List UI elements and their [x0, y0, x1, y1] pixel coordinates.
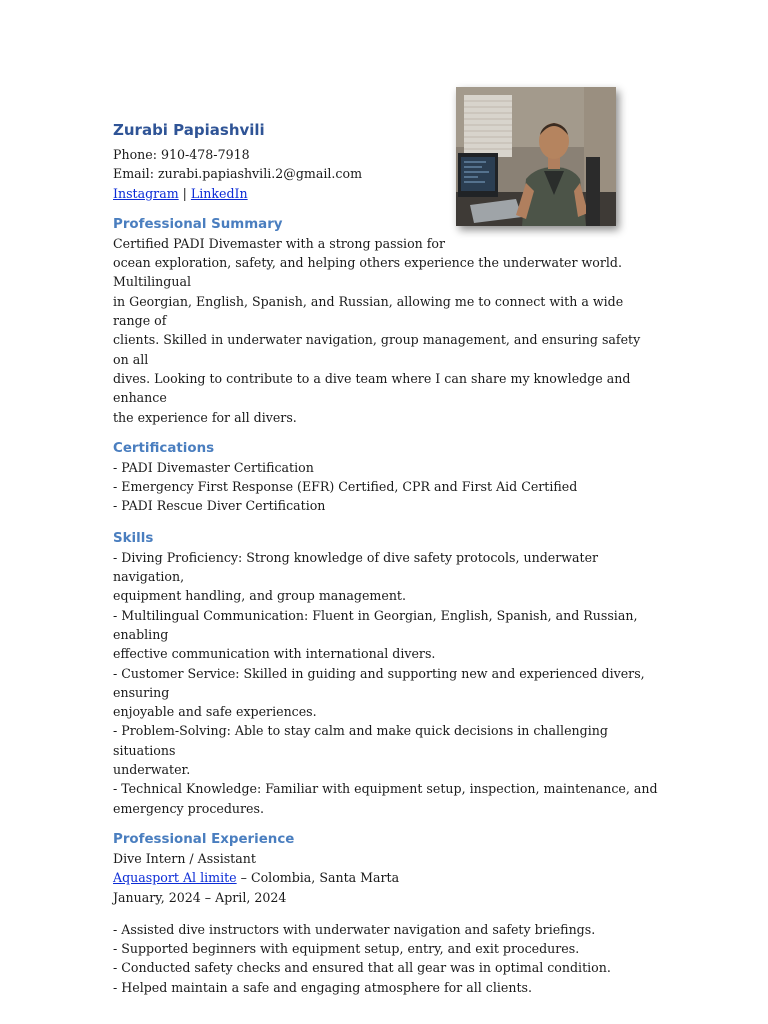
section-heading-skills: Skills — [113, 530, 154, 546]
skills-line: - Technical Knowledge: Familiar with equipment setup, inspection, maintenance, and — [113, 781, 658, 797]
skills-line: effective communication with international divers. — [113, 646, 436, 662]
summary-line: clients. Skilled in underwater navigation, group management, and ensuring safety on all — [113, 332, 641, 367]
certification-item: - PADI Divemaster Certification — [113, 459, 314, 475]
phone-line: Phone: 910-478-7918 — [113, 147, 250, 162]
job-dates: January, 2024 – April, 2024 — [113, 889, 287, 905]
section-heading-experience: Professional Experience — [113, 831, 295, 847]
section-heading-summary: Professional Summary — [113, 216, 283, 232]
summary-line: ocean exploration, safety, and helping others experience the underwater world. Multilingual — [113, 255, 622, 290]
company-location: – Colombia, Santa Marta — [236, 870, 400, 886]
skills-line: - Multilingual Communication: Fluent in Georgian, English, Spanish, and Russian, enabling — [113, 607, 638, 642]
certification-item: - Emergency First Response (EFR) Certified, CPR and First Aid Certified — [113, 479, 578, 495]
summary-line: in Georgian, English, Spanish, and Russian, allowing me to connect with a wide range of — [113, 293, 624, 329]
experience-bullet: - Conducted safety checks and ensured that all gear was in optimal condition. — [113, 960, 611, 976]
summary-line: the experience for all divers. — [113, 409, 297, 425]
candidate-name: Zurabi Papiashvili — [113, 121, 265, 139]
instagram-link[interactable]: Instagram — [113, 185, 179, 201]
experience-bullets — [113, 920, 658, 997]
skills-line: emergency procedures. — [113, 800, 264, 816]
certifications-list — [113, 458, 658, 516]
experience-bullet: - Assisted dive instructors with underwater navigation and safety briefings. — [113, 921, 596, 937]
link-separator: | — [178, 185, 191, 201]
summary-line: Certified PADI Divemaster with a strong passion for — [113, 235, 446, 251]
skills-line: - Diving Proficiency: Strong knowledge of dive safety protocols, underwater navigation, — [113, 549, 599, 585]
job-company — [113, 868, 658, 887]
skills-line: underwater. — [113, 762, 191, 778]
experience-bullet: - Supported beginners with equipment setup, entry, and exit procedures. — [113, 941, 580, 957]
resume-content — [113, 120, 658, 997]
skills-line: - Problem-Solving: Able to stay calm and make quick decisions in challenging situations — [113, 723, 608, 758]
certification-item: - PADI Rescue Diver Certification — [113, 498, 326, 514]
summary-line: dives. Looking to contribute to a dive team where I can share my knowledge and enhance — [113, 370, 631, 406]
company-link[interactable]: Aquasport Al limite — [113, 870, 237, 886]
skills-list — [113, 548, 658, 818]
skills-line: equipment handling, and group management. — [113, 588, 406, 604]
section-heading-certifications: Certifications — [113, 440, 215, 456]
email-line: Email: zurabi.papiashvili.2@gmail.com — [113, 166, 363, 182]
experience-bullet: - Helped maintain a safe and engaging atmosphere for all clients. — [113, 979, 532, 995]
social-links — [113, 184, 658, 203]
skills-line: enjoyable and safe experiences. — [113, 704, 317, 720]
job-role: Dive Intern / Assistant — [113, 850, 256, 866]
summary-paragraph — [113, 234, 658, 427]
skills-line: - Customer Service: Skilled in guiding and supporting new and experienced divers, ensuring — [113, 665, 645, 700]
linkedin-link[interactable]: LinkedIn — [190, 185, 248, 201]
